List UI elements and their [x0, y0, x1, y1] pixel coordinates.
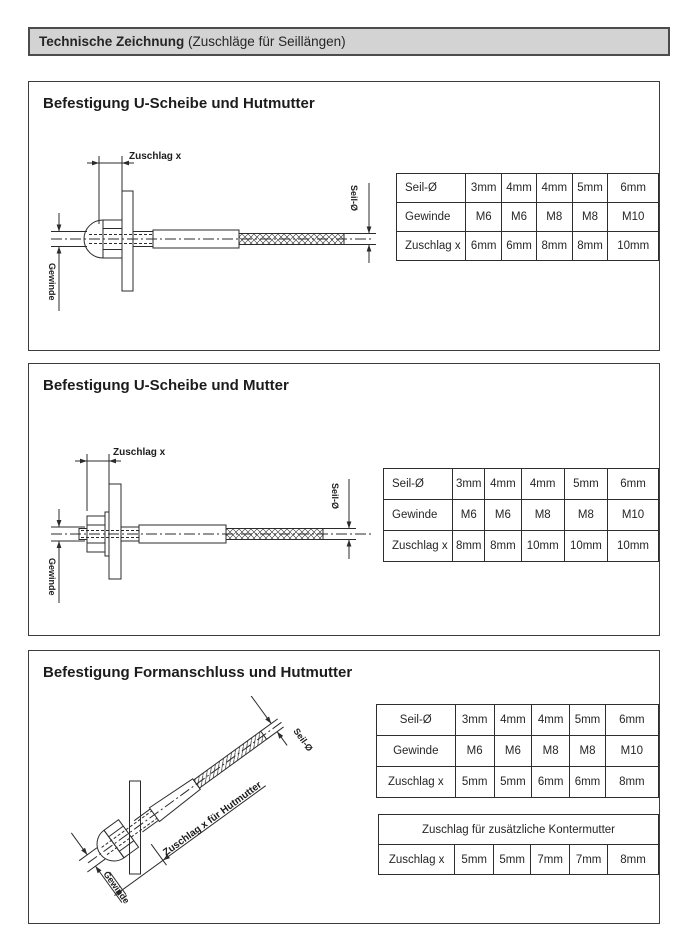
cap-nut	[90, 820, 138, 868]
table-cell: M8	[532, 736, 570, 767]
table-cell: 6mm	[502, 232, 537, 261]
technical-drawing-u-scheibe-hutmutter	[41, 141, 391, 336]
dimension-zuschlag	[87, 156, 134, 224]
row-label: Seil-Ø	[377, 705, 456, 736]
dim-label-gewinde: Gewinde	[47, 263, 57, 301]
table-row	[384, 531, 659, 562]
spec-table-mutter	[383, 468, 659, 562]
header-subtitle: (Zuschläge für Seillängen)	[184, 34, 346, 49]
table-cell: 3mm	[455, 705, 494, 736]
table-cell: 4mm	[494, 705, 531, 736]
table-cell: M6	[453, 500, 485, 531]
row-label: Seil-Ø	[384, 469, 453, 500]
table-cell: 8mm	[608, 845, 659, 875]
table-cell: 8mm	[605, 767, 658, 798]
sleeve-terminal	[149, 777, 201, 821]
table-row	[397, 232, 659, 261]
table-cell: 7mm	[531, 845, 570, 875]
panel-title: Befestigung U-Scheibe und Hutmutter	[43, 95, 315, 112]
table-cell: M10	[608, 500, 659, 531]
table-cell: 10mm	[564, 531, 607, 562]
table-cell: 7mm	[570, 845, 608, 875]
row-label: Seil-Ø	[397, 174, 466, 203]
panel-u-scheibe-hutmutter	[28, 81, 660, 351]
table-cell: 3mm	[466, 174, 502, 203]
table-cell: 6mm	[466, 232, 502, 261]
panel-u-scheibe-mutter	[28, 363, 660, 636]
table-row	[377, 705, 659, 736]
table-cell: 5mm	[494, 767, 531, 798]
table-cell: 5mm	[572, 174, 608, 203]
table-cell: 6mm	[605, 705, 658, 736]
table-row	[379, 845, 659, 875]
table-row	[384, 500, 659, 531]
row-label: Gewinde	[377, 736, 456, 767]
panel-title: Befestigung Formanschluss und Hutmutter	[43, 664, 353, 681]
table-cell: 5mm	[570, 705, 605, 736]
table-cell: 3mm	[453, 469, 485, 500]
table-row	[377, 767, 659, 798]
table-cell: 5mm	[455, 845, 494, 875]
table-row	[397, 203, 659, 232]
panel-formanschluss-hutmutter	[28, 650, 660, 924]
table-cell: 4mm	[502, 174, 537, 203]
row-label: Gewinde	[384, 500, 453, 531]
table-cell: 8mm	[536, 232, 572, 261]
dim-label-zuschlag: Zuschlag x	[129, 151, 182, 162]
dimension-seil	[347, 479, 352, 559]
plate	[109, 484, 121, 579]
table-cell: 6mm	[608, 469, 659, 500]
table-cell: M8	[521, 500, 564, 531]
table-cell: M8	[570, 736, 605, 767]
table-cell: 8mm	[453, 531, 485, 562]
table-cell: 4mm	[532, 705, 570, 736]
table-cell: M10	[605, 736, 658, 767]
row-label: Zuschlag x	[377, 767, 456, 798]
table-cell: 8mm	[485, 531, 521, 562]
table-cell: 5mm	[455, 767, 494, 798]
dimension-seil	[367, 183, 372, 263]
dim-label-seil: Seil-Ø	[330, 483, 340, 510]
row-label: Gewinde	[397, 203, 466, 232]
table-cell: M8	[564, 500, 607, 531]
table-cell: 5mm	[494, 845, 531, 875]
table-cell: 8mm	[572, 232, 608, 261]
table-cell: 4mm	[536, 174, 572, 203]
table-cell: M6	[485, 500, 521, 531]
document-header-bar	[28, 27, 670, 56]
dim-label-seil: Seil-Ø	[291, 726, 315, 754]
kontermutter-table	[378, 814, 659, 875]
table-cell: 6mm	[608, 174, 659, 203]
panel-title: Befestigung U-Scheibe und Mutter	[43, 377, 289, 394]
table-cell: M8	[536, 203, 572, 232]
row-label: Zuschlag x	[379, 845, 455, 875]
dimension-zuschlag	[75, 454, 121, 511]
table-row	[397, 174, 659, 203]
table-header: Zuschlag für zusätzliche Kontermutter	[379, 815, 659, 845]
dim-label-seil: Seil-Ø	[349, 185, 359, 212]
table-cell: 4mm	[521, 469, 564, 500]
table-cell: M10	[608, 203, 659, 232]
table-cell: 10mm	[608, 232, 659, 261]
table-header-row	[379, 815, 659, 845]
spec-table-formanschluss	[376, 704, 659, 798]
header-title: Technische Zeichnung	[39, 34, 185, 49]
table-row	[377, 736, 659, 767]
dim-label-gewinde: Gewinde	[47, 558, 57, 596]
spec-table-hutmutter	[396, 173, 659, 261]
table-cell: 4mm	[485, 469, 521, 500]
technical-drawing-formanschluss	[56, 696, 371, 921]
wire-rope	[194, 719, 284, 788]
table-cell: M6	[455, 736, 494, 767]
table-cell: M6	[502, 203, 537, 232]
table-cell: 6mm	[570, 767, 605, 798]
table-cell: 6mm	[532, 767, 570, 798]
plate	[130, 781, 141, 874]
row-label: Zuschlag x	[384, 531, 453, 562]
table-cell: 10mm	[521, 531, 564, 562]
table-cell: M6	[466, 203, 502, 232]
dim-label-zuschlag: Zuschlag x für Hutmutter	[161, 779, 264, 859]
plate	[122, 191, 133, 291]
technical-drawing-u-scheibe-mutter	[41, 421, 391, 631]
dim-label-zuschlag: Zuschlag x	[113, 447, 166, 458]
table-cell: 10mm	[608, 531, 659, 562]
table-cell: M6	[494, 736, 531, 767]
table-row	[384, 469, 659, 500]
dim-label-gewinde: Gewinde	[101, 869, 132, 906]
table-cell: M8	[572, 203, 608, 232]
table-cell: 5mm	[564, 469, 607, 500]
row-label: Zuschlag x	[397, 232, 466, 261]
